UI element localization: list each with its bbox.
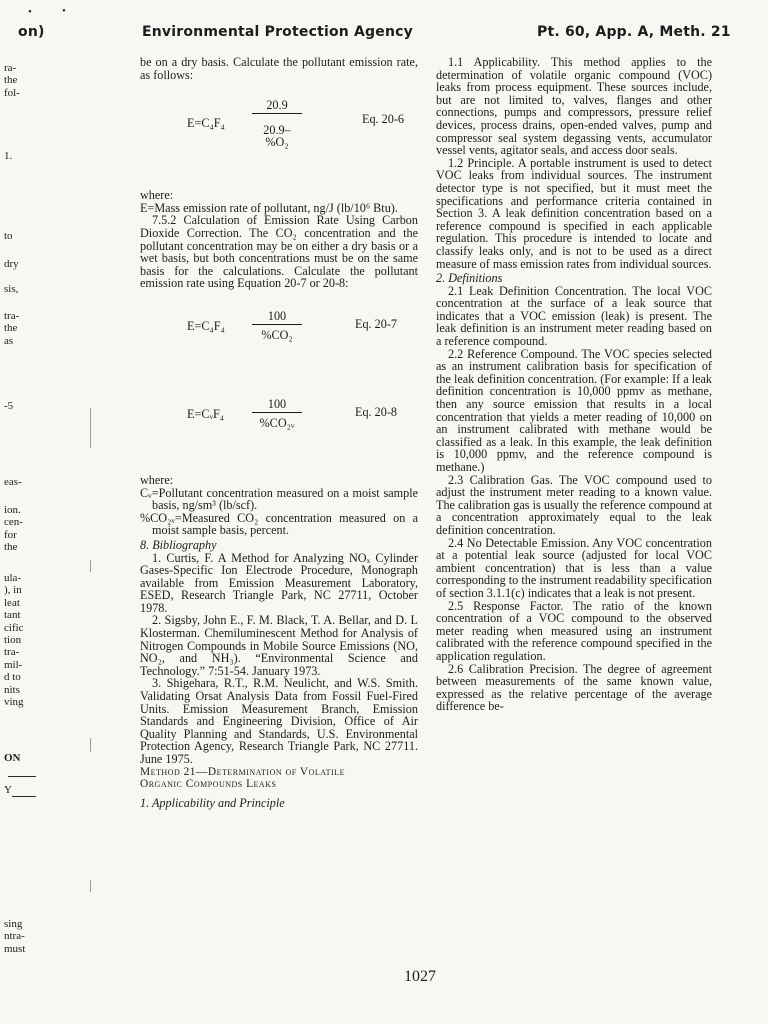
equation-denominator: %CO₂ [252, 324, 302, 342]
left-page-header-fragment: on) [18, 24, 45, 40]
method-title: Method 21—Determination of Volatile [140, 765, 345, 778]
equation-number: Eq. 20-7 [355, 316, 397, 331]
section-2-4-paragraph: 2.4 No Detectable Emission. Any VOC concentration at a potential leak source (adjusted for local VOC ambient concentration) that is less than a value corresponding to the instrument readability specification of section 3.1.1(c) indicates that a leak is not present. [436, 535, 712, 600]
equation-fraction [252, 310, 302, 341]
section-heading: 1. Applicability and Principle [140, 795, 285, 810]
facing-page-fragment: -5 [4, 400, 14, 412]
gutter-scan-line [90, 880, 91, 892]
running-header-agency: Environmental Protection Agency [142, 24, 413, 40]
facing-page-fragment: to [4, 230, 13, 242]
bibliography-entry: 3. Shigehara, R.T., R.M. Neulicht, and W.S. Smith. Validating Orsat Analysis Data from Fossil Fuel-Fired Units. Emission Measurement Branch, Emission Standards and Engineering Division, Office of Air Quality Planning and Standards, U.S. Environmental Protection Agency, Research Triangle Park, NC 27711. June 1975. [140, 676, 418, 766]
facing-page-fragment: tra- the as [4, 310, 20, 347]
section-2-3-paragraph: 2.3 Calibration Gas. The VOC compound used to adjust the instrument meter reading to a known value. The calibration gas is usually the reference compound at a concentration approximately equal to the leak definition concentration. [436, 472, 712, 537]
equation-lhs: E=C₄F₄ [187, 318, 225, 333]
variable-definition: E=Mass emission rate of pollutant, ng/J (lb/10⁶ Btu). [140, 200, 398, 215]
equation-number: Eq. 20-6 [362, 112, 404, 127]
equation-lhs: E=C₄F₄ [187, 116, 225, 131]
facing-page-fragment: dry [4, 258, 19, 270]
equation-numerator: 20.9 [266, 98, 288, 113]
section-2-2-paragraph: 2.2 Reference Compound. The VOC species selected as an instrument calibration basis for specification of the leak definition concentration. (For example: If a leak definition concentration is 10,000 ppmv as methane, then any source emission that results in a local concentration that yields a meter reading of 10,000 on an instrument calibrated with methane would be classified as a leak. In this example, the leak definition is 10,000 ppmv, and the reference compound is methane.) [436, 346, 712, 474]
variable-definition: %CO₂ᵥ=Measured CO₂ concentration measured on a moist sample basis, percent. [140, 510, 418, 538]
facing-page-fragment: sis, [4, 283, 19, 295]
equation-number: Eq. 20-8 [355, 404, 397, 419]
gutter-scan-line [90, 560, 91, 572]
section-1-2-paragraph: 1.2 Principle. A portable instrument is used to detect VOC leaks from individual sources. The instrument detector type is not specified, but it must meet the specifications and performance criteria contained in Section 3. A leak definition concentration based on a reference compound is specified in each applicable regulation. This procedure is intended to locate and classify leaks only, and is not to be used as a direct measure of mass emission rates from individual sources. [436, 155, 712, 271]
where-label: where: [140, 472, 174, 487]
method-title: Organic Compounds Leaks [140, 778, 277, 791]
section-2-5-paragraph: 2.5 Response Factor. The ratio of the known concentration of a VOC compound to the observed meter reading when measured using an instrument calibrated with the reference compound specified in the application regulation. [436, 598, 712, 663]
facing-page-fragment: ra- the fol- [4, 62, 20, 99]
equation-lhs: E=CᵥF₄ [187, 406, 225, 421]
equation-20-7 [140, 310, 418, 366]
equation-numerator: 100 [267, 396, 287, 411]
facing-page-fragment: sing ntra- must [4, 918, 26, 955]
equation-fraction [252, 99, 302, 149]
equation-fraction [252, 398, 302, 429]
equation-numerator: 100 [267, 308, 287, 323]
section-7-5-2-paragraph: 7.5.2 Calculation of Emission Rate Using Carbon Dioxide Correction. The CO₂ concentration and the pollutant concentration may be on either a dry basis or a wet basis, but both concentrations must be on the same basis for the calculations. Calculate the pollutant emission rate using Equation 20-7 or 20-8: [140, 213, 418, 291]
equation-20-6 [140, 99, 418, 161]
facing-page-fragment: ion. cen- for the [4, 504, 23, 554]
facing-page-fragment: ula- ), in leat tant cific tion tra- mil- d to nits ving [4, 572, 24, 709]
facing-page-fragment: 1. [4, 150, 13, 162]
running-header-citation: Pt. 60, App. A, Meth. 21 [537, 24, 731, 40]
section-heading: 2. Definitions [436, 271, 503, 286]
facing-page-fragment: ON [4, 752, 21, 764]
variable-definition: Cᵥ=Pollutant concentration measured on a moist sample basis, ng/sm³ (lb/scf). [140, 485, 418, 513]
where-label: where: [140, 188, 174, 203]
equation-denominator: 20.9– %O₂ [252, 113, 302, 149]
equation-denominator: %CO₂ᵥ [252, 412, 302, 430]
paragraph: be on a dry basis. Calculate the pollutant emission rate, as follows: [140, 55, 418, 82]
section-2-6-paragraph: 2.6 Calibration Precision. The degree of agreement between measurements of the same known value, expressed as the relative percentage of the average difference be- [436, 661, 712, 714]
bibliography-heading: 8. Bibliography [140, 537, 217, 552]
bibliography-entry: 2. Sigsby, John E., F. M. Black, T. A. Bellar, and D. L Klosterman. Chemiluminescent Method for Analysis of Nitrogen Compounds in Mobile Source Emissions (NO, NO₂, and NH₃). “Environmental Science and Technology.” 7:51-54. January 1973. [140, 613, 418, 678]
gutter-scan-line [90, 408, 91, 448]
facing-page-fragment: eas- [4, 476, 22, 488]
facing-page-fragment: Y [4, 784, 12, 796]
facing-page-rule [12, 796, 36, 797]
section-1-1-paragraph: 1.1 Applicability. This method applies to the determination of volatile organic compound (VOC) leaks from process equipment. These sources include, but are not limited to, valves, flanges and other connections, pumps and compressors, pressure relief devices, process drains, open-ended valves, pump and compressor seal system degassing vents, accumulator vessel vents, agitator seals, and access door seals. [436, 55, 712, 158]
section-2-1-paragraph: 2.1 Leak Definition Concentration. The local VOC concentration at the surface of a leak source that indicates that a VOC emission (leak) is present. The leak definition is an instrument meter reading based on a reference compound. [436, 283, 712, 349]
page-number: 1027 [404, 968, 436, 985]
left-text-column [140, 56, 418, 809]
scan-speck: • [28, 6, 32, 18]
facing-page-rule [8, 776, 36, 777]
gutter-scan-line [90, 738, 91, 752]
bibliography-entry: 1. Curtis, F. A Method for Analyzing NOₓ Cylinder Gases-Specific Ion Electrode Procedure, Monograph available from Emission Measurement Laboratory, ESED, Research Triangle Park, NC 27711, October 1978. [140, 550, 418, 615]
right-text-column [436, 56, 712, 713]
equation-20-8 [140, 398, 418, 454]
scan-speck: • [62, 5, 66, 17]
